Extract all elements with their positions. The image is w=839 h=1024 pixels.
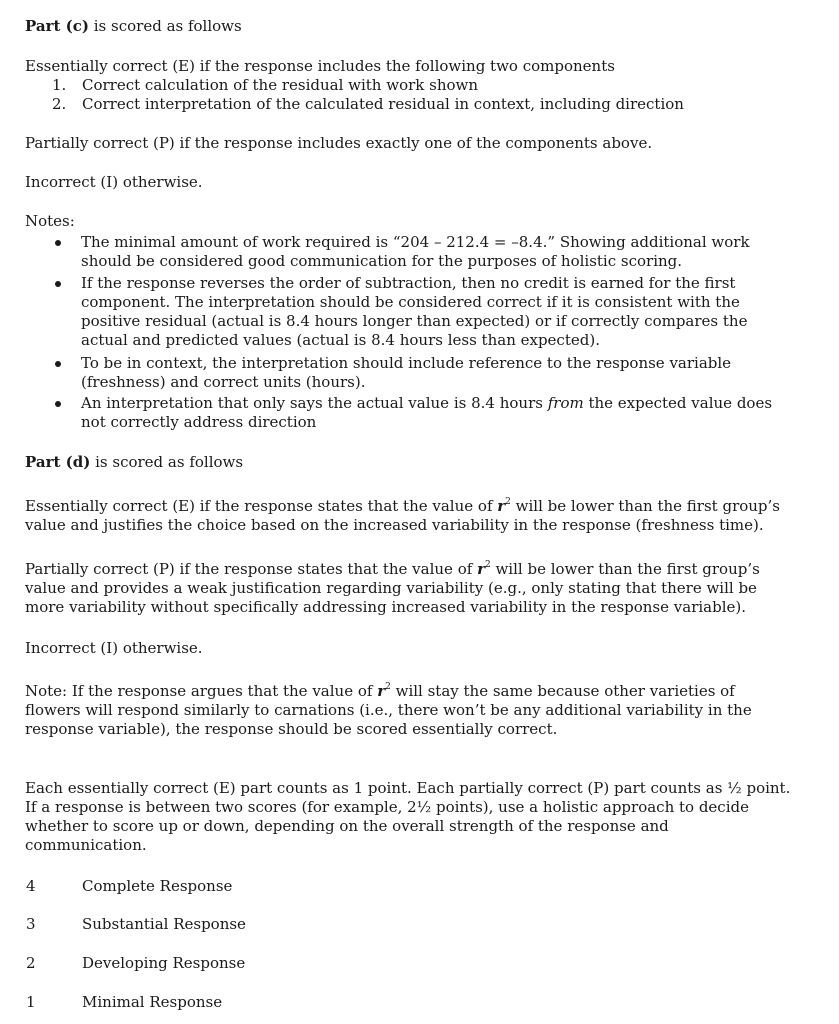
- component-text: Correct calculation of the residual with work shown: [82, 76, 479, 94]
- part-c-component: [52, 95, 684, 114]
- part-d-essentially-correct: [25, 497, 780, 535]
- score-label: Substantial Response: [82, 915, 246, 933]
- note-item: [81, 354, 771, 392]
- note-line: If the response reverses the order of subtraction, then no credit is earned for the first: [81, 274, 736, 292]
- text-line: value and justifies the choice based on the increased variability in the response (freshness time).: [25, 516, 764, 534]
- part-c-essentially-correct: Essentially correct (E) if the response includes the following two components: [25, 57, 615, 75]
- superscript: 2: [505, 497, 511, 507]
- part-d-heading-label: Part (d): [25, 453, 91, 471]
- note-line: [81, 394, 771, 413]
- r-symbol: r: [377, 682, 386, 700]
- scoring-paragraph: [25, 779, 790, 855]
- part-d-heading-rest: is scored as follows: [90, 453, 244, 471]
- text-segment: Partially correct (P) if the response states that the value of: [25, 560, 478, 578]
- score-value: 1: [26, 993, 36, 1011]
- superscript: 2: [385, 682, 391, 692]
- notes-label: Notes:: [25, 212, 75, 230]
- part-c-partially-correct: Partially correct (P) if the response includes exactly one of the components above.: [25, 134, 653, 152]
- score-label: Developing Response: [82, 954, 246, 972]
- r-symbol: r: [477, 560, 485, 578]
- text-segment: Essentially correct (E) if the response states that the value of: [25, 497, 498, 515]
- part-c-incorrect: Incorrect (I) otherwise.: [25, 173, 203, 191]
- note-line: component. The interpretation should be considered correct if it is consistent with the: [81, 293, 740, 311]
- score-label: Minimal Response: [82, 993, 223, 1011]
- score-label: Complete Response: [82, 877, 233, 895]
- text-segment: will be lower than the first group’s: [490, 560, 760, 578]
- text-line: more variability without specifically addressing increased variability in the response variable).: [25, 598, 747, 616]
- note-emphasis: from: [547, 394, 584, 412]
- text-line: whether to score up or down, depending on the overall strength of the response and: [25, 817, 669, 835]
- note-text: the expected value does: [583, 394, 773, 412]
- note-item: [81, 394, 771, 432]
- note-line: To be in context, the interpretation should include reference to the response variable: [81, 354, 732, 372]
- note-line: The minimal amount of work required is “204 – 212.4 = –8.4.” Showing additional work: [81, 233, 750, 251]
- component-number: 1.: [52, 76, 67, 94]
- note-item: [81, 233, 771, 271]
- part-d-note: [25, 682, 752, 739]
- text-segment: Note: If the response argues that the value of: [25, 682, 378, 700]
- component-text: Correct interpretation of the calculated residual in context, including direction: [82, 95, 684, 113]
- score-value: 3: [26, 915, 36, 933]
- r-symbol: r: [497, 497, 506, 515]
- note-line: (freshness) and correct units (hours).: [81, 373, 366, 391]
- note-line: should be considered good communication for the purposes of holistic scoring.: [81, 252, 683, 270]
- part-d-heading: [25, 453, 243, 472]
- note-item: [81, 274, 771, 350]
- text-line: If a response is between two scores (for example, 2½ points), use a holistic approach to decide: [25, 798, 749, 816]
- part-c-heading: [25, 17, 242, 36]
- part-d-incorrect: Incorrect (I) otherwise.: [25, 639, 203, 657]
- text-line: response variable), the response should be scored essentially correct.: [25, 720, 558, 738]
- score-value: 4: [26, 877, 36, 895]
- part-d-partially-correct: [25, 560, 760, 617]
- text-line: value and provides a weak justification regarding variability (e.g., only stating that there will be: [25, 579, 757, 597]
- note-line: actual and predicted values (actual is 8.4 hours less than expected).: [81, 331, 600, 349]
- part-c-component: [52, 76, 478, 95]
- text-line: communication.: [25, 836, 147, 854]
- score-value: 2: [26, 954, 36, 972]
- component-number: 2.: [52, 95, 67, 113]
- part-c-heading-label: Part (c): [25, 17, 89, 35]
- text-line: flowers will respond similarly to carnations (i.e., there won’t be any additional variability in the: [25, 701, 752, 719]
- text-segment: will stay the same because other varieties of: [390, 682, 735, 700]
- part-c-heading-rest: is scored as follows: [88, 17, 242, 35]
- note-line: not correctly address direction: [81, 413, 317, 431]
- text-segment: will be lower than the first group’s: [510, 497, 780, 515]
- note-text: An interpretation that only says the actual value is 8.4 hours: [81, 394, 548, 412]
- superscript: 2: [484, 560, 491, 570]
- note-line: positive residual (actual is 8.4 hours longer than expected) or if correctly compares the: [81, 312, 748, 330]
- text-line: Each essentially correct (E) part counts as 1 point. Each partially correct (P) part counts as ½ point.: [25, 779, 791, 797]
